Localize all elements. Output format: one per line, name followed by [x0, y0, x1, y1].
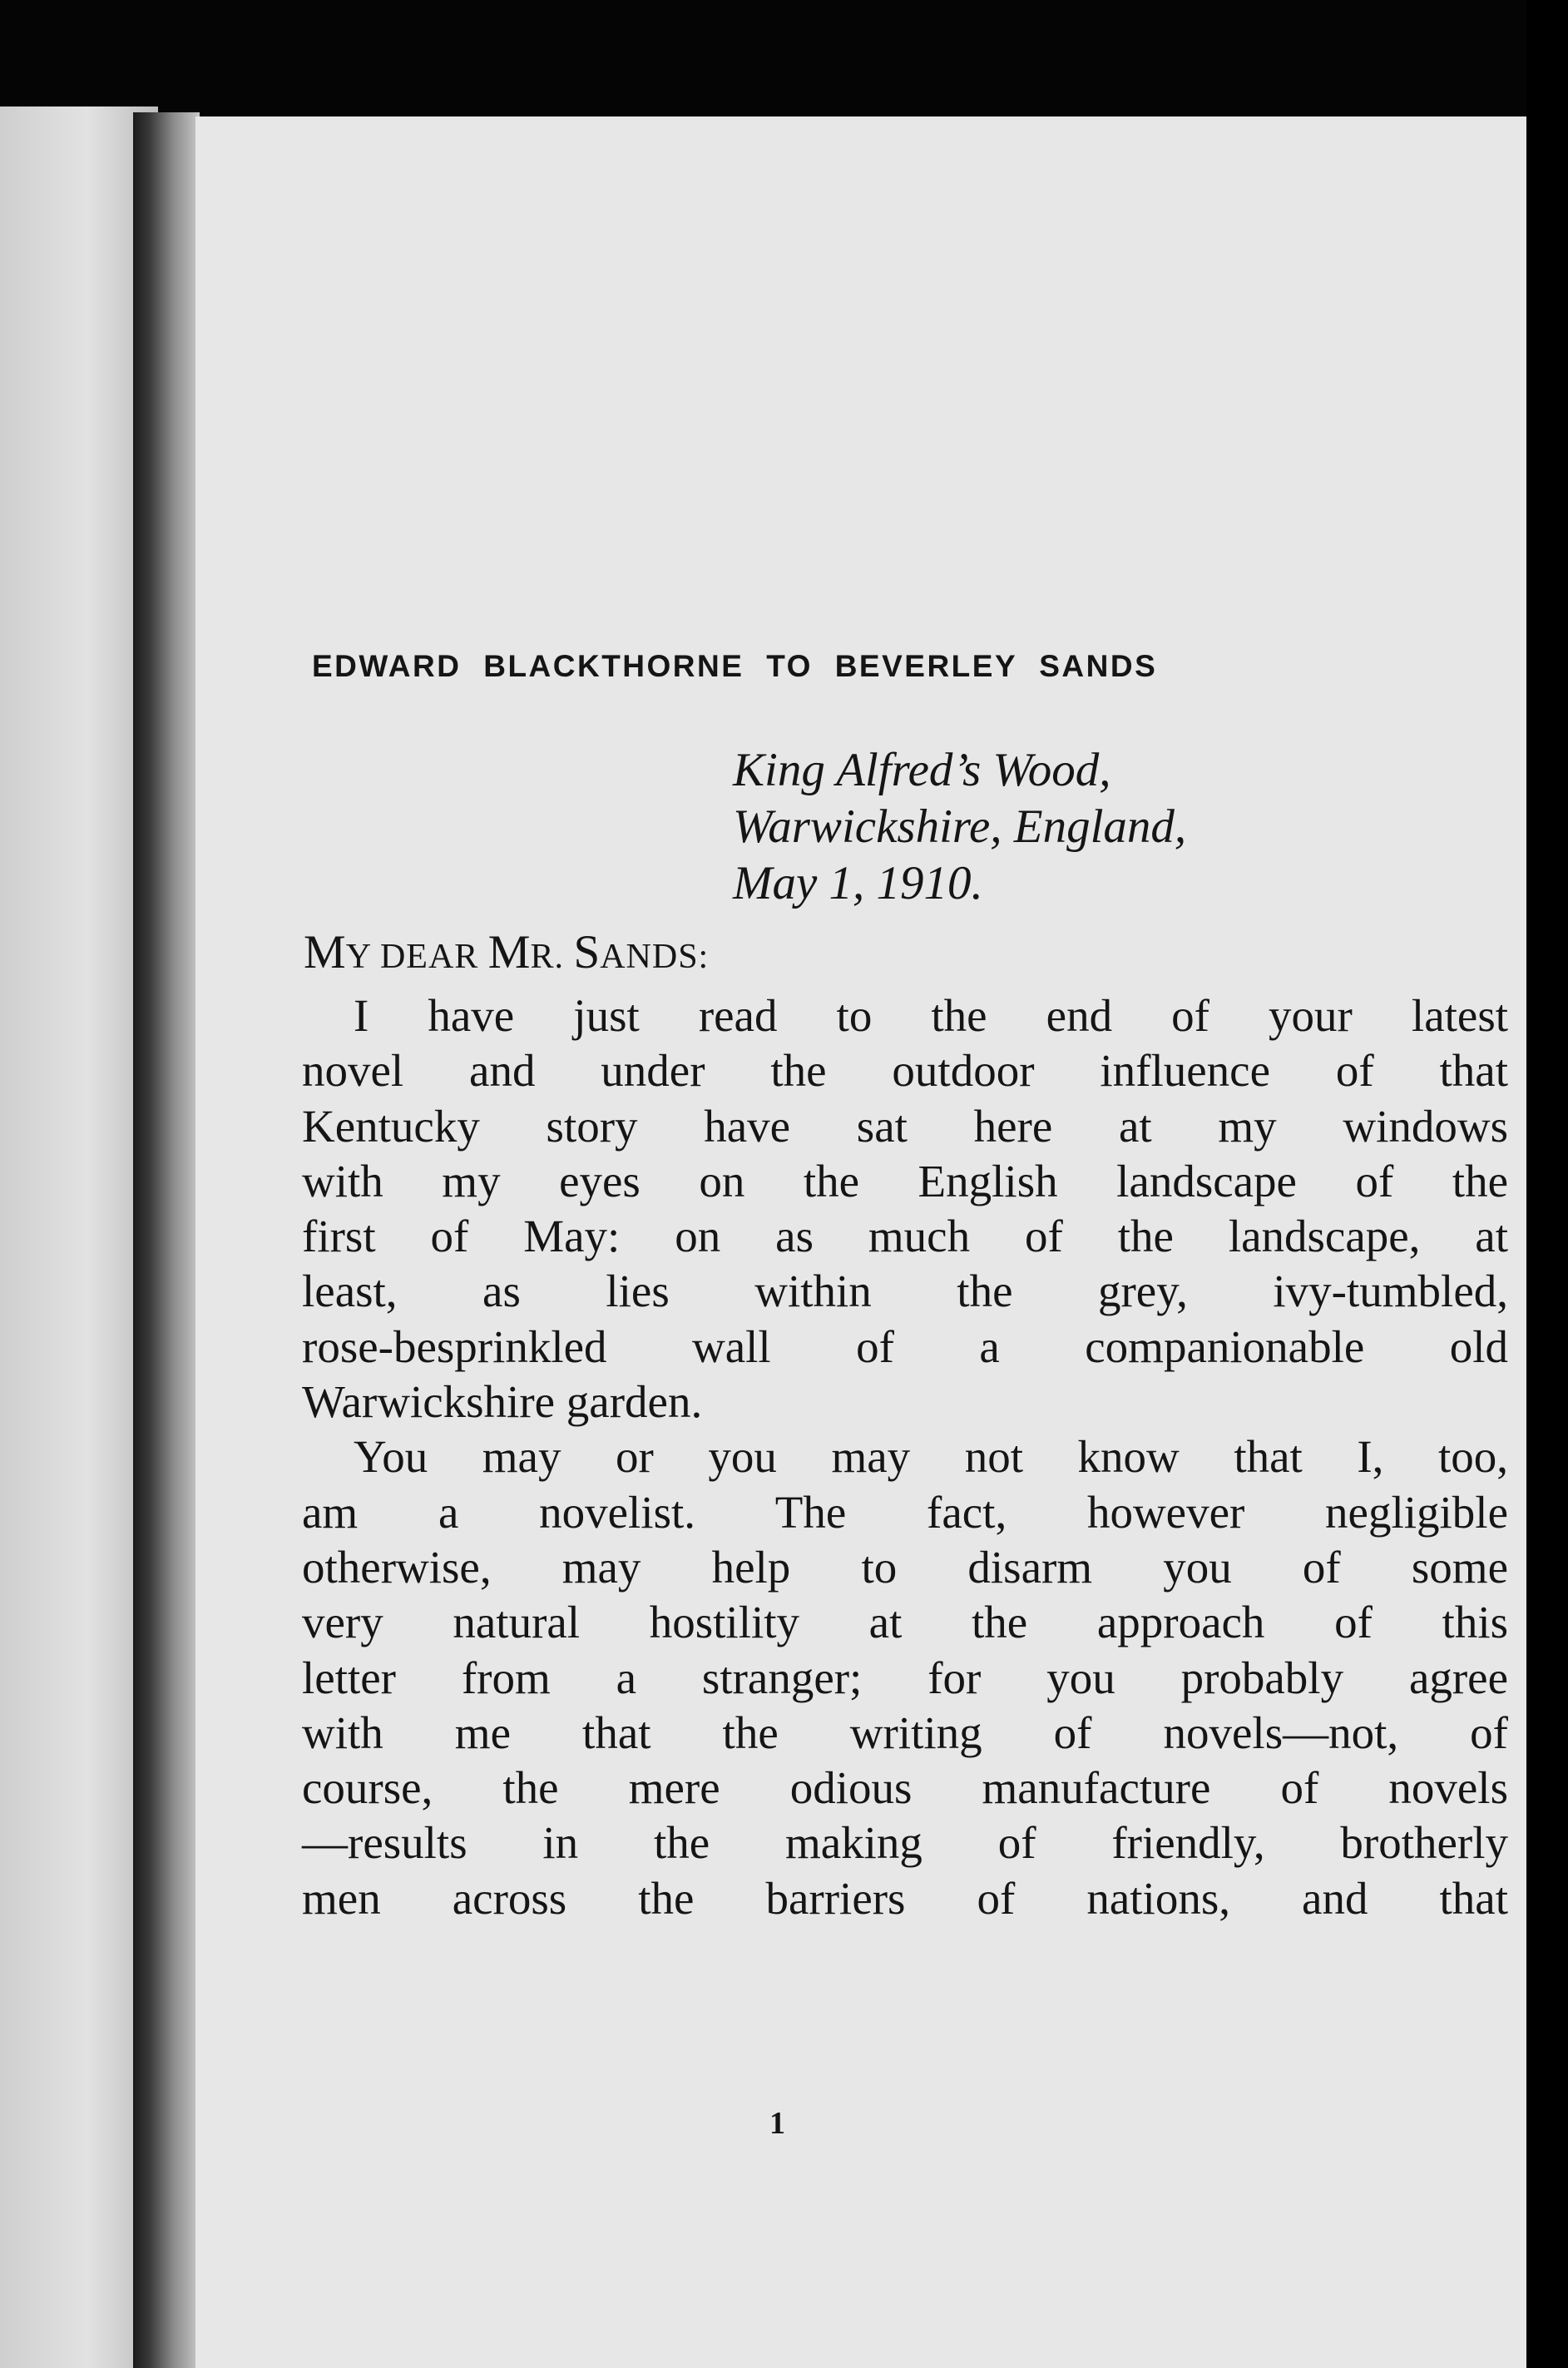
salutation-part: ANDS:	[600, 938, 710, 976]
text-line: first of May: on as much of the landscape, at	[302, 1211, 1508, 1262]
page-text	[195, 116, 1526, 2368]
text-line: letter from a stranger; for you probably agree	[302, 1652, 1508, 1703]
text-line: I have just read to the end of your latest	[354, 990, 1508, 1041]
text-line: —results in the making of friendly, brotherly	[302, 1817, 1508, 1869]
right-border	[1526, 0, 1568, 2368]
text-line: men across the barriers of nations, and that	[302, 1872, 1508, 1924]
salutation-part: Y DEAR	[345, 938, 488, 976]
text-line: course, the mere odious manufacture of novels	[302, 1762, 1508, 1814]
letter-body	[302, 988, 1508, 1926]
text-line: rose-besprinkled wall of a companionable old	[302, 1320, 1508, 1372]
book-gutter	[133, 112, 200, 2368]
text-line: novel and under the outdoor influence of that	[302, 1045, 1508, 1097]
text-line: Warwickshire garden.	[302, 1376, 703, 1428]
salutation-part: M	[304, 926, 346, 978]
text-line: otherwise, may help to disarm you of some	[302, 1541, 1508, 1593]
salutation-part: M	[487, 926, 531, 978]
salutation	[304, 925, 709, 979]
text-line: least, as lies within the grey, ivy-tumbled,	[302, 1266, 1508, 1317]
text-line: You may or you may not know that I, too,	[354, 1431, 1508, 1483]
sender-address	[733, 742, 1186, 912]
text-line: very natural hostility at the approach of this	[302, 1597, 1508, 1648]
address-line-county: Warwickshire, England,	[733, 800, 1187, 853]
text-line: with my eyes on the English landscape of the	[302, 1155, 1508, 1206]
text-line: Kentucky story have sat here at my windows	[302, 1100, 1508, 1152]
text-line: with me that the writing of novels—not, of	[302, 1707, 1508, 1758]
page-number: 1	[769, 2106, 785, 2141]
address-line-place: King Alfred’s Wood,	[733, 744, 1111, 796]
address-line-date: May 1, 1910.	[733, 857, 983, 909]
book-page	[195, 116, 1526, 2368]
salutation-part: S	[573, 926, 601, 978]
salutation-part: R.	[530, 938, 574, 976]
text-line: am a novelist. The fact, however negligible	[302, 1486, 1508, 1538]
letter-heading: EDWARD BLACKTHORNE TO BEVERLEY SANDS	[312, 649, 1158, 683]
